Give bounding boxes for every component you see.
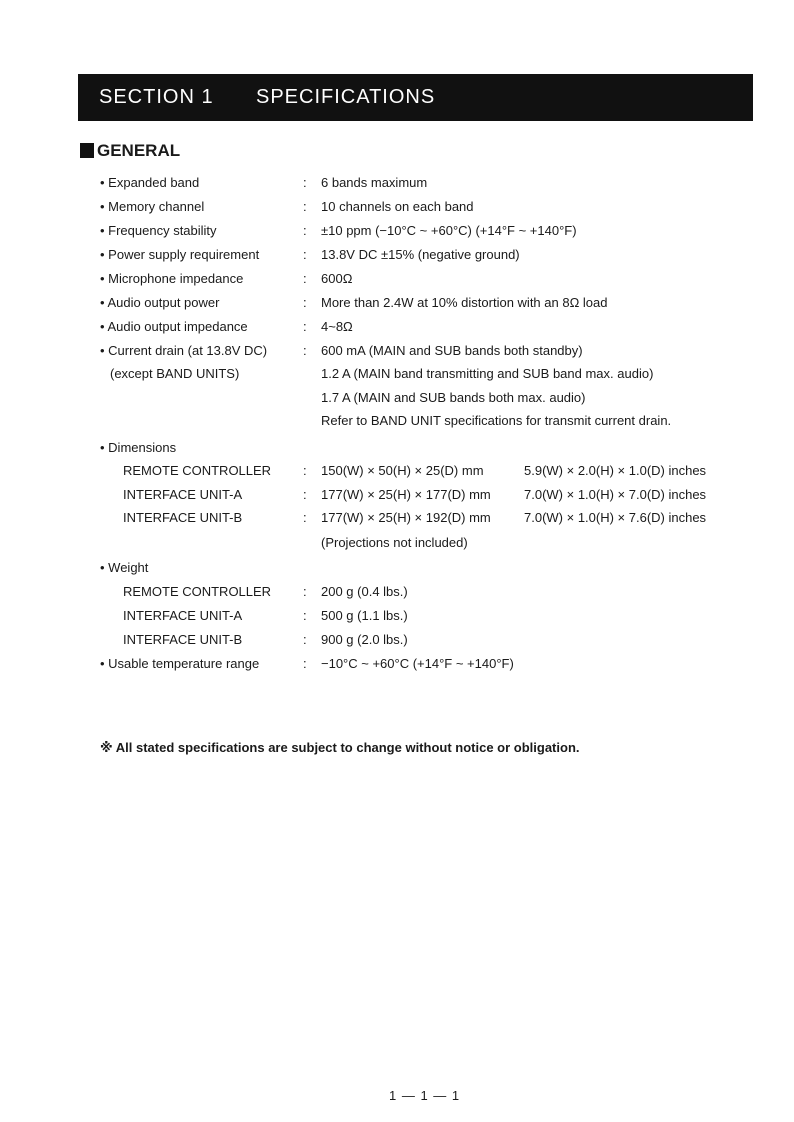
spec-value: 4~8Ω — [321, 319, 353, 334]
spec-label-sub: (except BAND UNITS) — [110, 366, 240, 381]
dimension-imperial: 7.0(W) × 1.0(H) × 7.6(D) inches — [524, 510, 707, 525]
weight-value: 200 g (0.4 lbs.) — [321, 584, 408, 599]
separator: : — [303, 271, 307, 286]
separator: : — [303, 584, 307, 599]
unit-name: REMOTE CONTROLLER — [123, 463, 272, 478]
separator: : — [303, 487, 307, 502]
spec-label: • Usable temperature range — [100, 656, 260, 671]
spec-label: • Audio output impedance — [100, 319, 248, 334]
spec-value: −10°C ~ +60°C (+14°F ~ +140°F) — [321, 656, 514, 671]
spec-label: • Power supply requirement — [100, 247, 260, 262]
spec-label: • Dimensions — [100, 440, 177, 455]
separator: : — [303, 343, 307, 358]
spec-value: 1.7 A (MAIN and SUB bands both max. audio) — [321, 390, 586, 405]
unit-name: INTERFACE UNIT-A — [123, 608, 243, 623]
section-title: SPECIFICATIONS — [256, 86, 436, 108]
separator: : — [303, 632, 307, 647]
weight-value: 500 g (1.1 lbs.) — [321, 608, 408, 623]
separator: : — [303, 319, 307, 334]
separator: : — [303, 199, 307, 214]
unit-name: REMOTE CONTROLLER — [123, 584, 272, 599]
spec-label: • Current drain (at 13.8V DC) — [100, 343, 268, 358]
separator: : — [303, 223, 307, 238]
spec-value: 600 mA (MAIN and SUB bands both standby) — [321, 343, 583, 358]
separator: : — [303, 463, 307, 478]
general-heading-text: GENERAL — [97, 141, 181, 160]
weight-value: 900 g (2.0 lbs.) — [321, 632, 408, 647]
spec-value: ±10 ppm (−10°C ~ +60°C) (+14°F ~ +140°F) — [321, 223, 577, 238]
general-heading — [80, 141, 180, 161]
section-header-bar — [78, 74, 753, 121]
unit-name: INTERFACE UNIT-A — [123, 487, 243, 502]
black-square-icon — [80, 143, 94, 158]
spec-value: Refer to BAND UNIT specifications for transmit current drain. — [321, 413, 672, 428]
separator: : — [303, 175, 307, 190]
spec-value: More than 2.4W at 10% distortion with an 8Ω load — [321, 295, 608, 310]
dimension-metric: 150(W) × 50(H) × 25(D) mm — [321, 463, 484, 478]
spec-label: • Microphone impedance — [100, 271, 244, 286]
spec-value: 600Ω — [321, 271, 353, 286]
dimension-imperial: 7.0(W) × 1.0(H) × 7.0(D) inches — [524, 487, 707, 502]
separator: : — [303, 247, 307, 262]
page-number: 1 — 1 — 1 — [389, 1088, 461, 1103]
spec-value: 1.2 A (MAIN band transmitting and SUB band max. audio) — [321, 366, 654, 381]
specifications-notice: ※ All stated specifications are subject to change without notice or obligation. — [100, 740, 580, 755]
separator: : — [303, 510, 307, 525]
spec-label: • Expanded band — [100, 175, 200, 190]
unit-name: INTERFACE UNIT-B — [123, 632, 243, 647]
spec-label: • Frequency stability — [100, 223, 217, 238]
spec-label: • Memory channel — [100, 199, 205, 214]
separator: : — [303, 295, 307, 310]
spec-label: • Weight — [100, 560, 149, 575]
spec-value: 6 bands maximum — [321, 175, 428, 190]
spec-value: 13.8V DC ±15% (negative ground) — [321, 247, 520, 262]
unit-name: INTERFACE UNIT-B — [123, 510, 243, 525]
dimension-note: (Projections not included) — [321, 535, 468, 550]
separator: : — [303, 608, 307, 623]
section-number: SECTION 1 — [99, 86, 214, 108]
spec-label: • Audio output power — [100, 295, 220, 310]
dimension-imperial: 5.9(W) × 2.0(H) × 1.0(D) inches — [524, 463, 707, 478]
dimension-metric: 177(W) × 25(H) × 177(D) mm — [321, 487, 491, 502]
spec-value: 10 channels on each band — [321, 199, 474, 214]
separator: : — [303, 656, 307, 671]
dimension-metric: 177(W) × 25(H) × 192(D) mm — [321, 510, 491, 525]
